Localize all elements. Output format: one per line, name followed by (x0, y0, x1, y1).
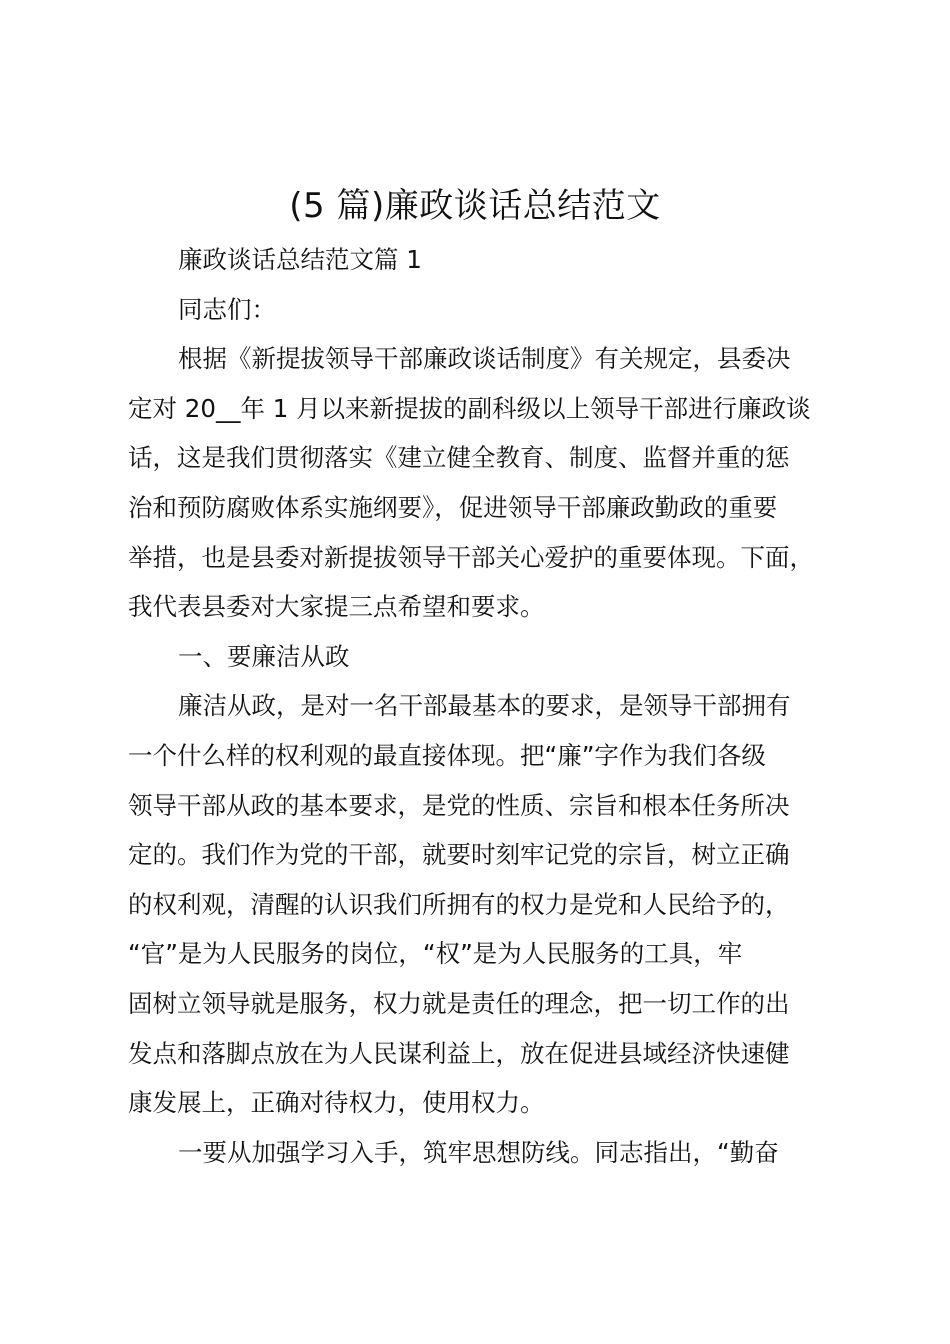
text-line: 根据《新提拔领导干部廉政谈话制度》有关规定，县委决 (178, 344, 791, 374)
paragraph (128, 1128, 838, 1178)
text-line: 同志们： (178, 294, 276, 324)
document-title: (5 篇)廉政谈话总结范文 (289, 186, 661, 226)
section-heading (128, 235, 838, 285)
text-line: 定对 20__年 1 月以来新提拔的副科级以上领导干部进行廉政谈 (128, 393, 811, 423)
text-line: 康发展上，正确对待权力，使用权力。 (128, 1088, 545, 1118)
salutation (128, 285, 838, 335)
text-line: 发点和落脚点放在为人民谋利益上，放在促进县域经济快速健 (128, 1038, 790, 1068)
text-line: 领导干部从政的基本要求，是党的性质、宗旨和根本任务所决 (128, 790, 790, 820)
text-line: 固树立领导就是服务，权力就是责任的理念，把一切工作的出 (128, 988, 790, 1018)
text-line: 一要从加强学习入手，筑牢思想防线。同志指出，“勤奋 (178, 1137, 779, 1167)
text-line: 治和预防腐败体系实施纲要》，促进领导干部廉政勤政的重要 (128, 492, 778, 522)
text-line: 一、要廉洁从政 (178, 641, 350, 671)
text-line: 廉政谈话总结范文篇 1 (178, 245, 422, 274)
text-line: 廉洁从政，是对一名干部最基本的要求，是领导干部拥有 (178, 691, 791, 721)
document-body (128, 235, 838, 1177)
text-line: 话，这是我们贯彻落实《建立健全教育、制度、监督并重的惩 (128, 443, 790, 473)
section-heading (128, 632, 838, 682)
text-line: “官”是为人民服务的岗位，“权”是为人民服务的工具，牢 (128, 939, 743, 969)
text-line: 我代表县委对大家提三点希望和要求。 (128, 592, 545, 622)
paragraph (128, 681, 838, 1127)
text-line: 一个什么样的权利观的最直接体现。把“廉”字作为我们各级 (128, 740, 766, 770)
text-line: 定的。我们作为党的干部，就要时刻牢记党的宗旨，树立正确 (128, 840, 790, 870)
text-line: 的权利观，清醒的认识我们所拥有的权力是党和人民给予的， (128, 889, 790, 919)
paragraph (128, 334, 838, 632)
text-line: 举措，也是县委对新提拔领导干部关心爱护的重要体现。下面， (128, 542, 814, 572)
